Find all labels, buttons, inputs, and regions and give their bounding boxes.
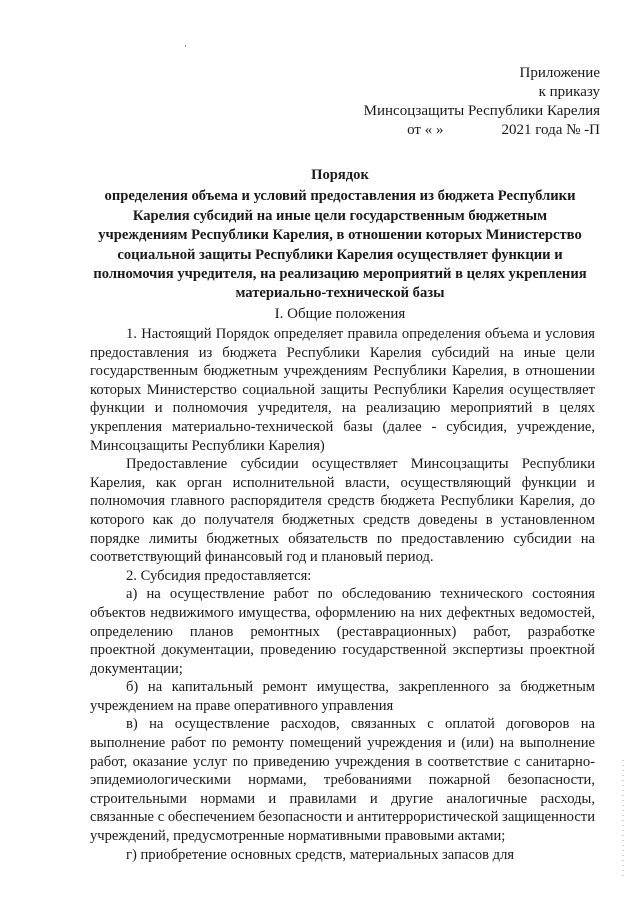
paragraph-2: Предоставление субсидии осуществляет Минсоцзащиты Республики Карелия, как орган исполнительной власти, осуществляющий функции и полномочия главного распорядителя средств бюджета Республики Карелия, до которого как до получателя бюджетных средств доведены в установленном порядке лимиты бюджетных обязательств по предоставлению субсидии на соответствующий финансовый год и плановый период. [90, 456, 595, 566]
order-date: от « » [407, 122, 444, 138]
appendix-line-2: к приказу [538, 84, 600, 100]
appendix-line-4 [300, 121, 600, 140]
paragraph-3: 2. Субсидия предоставляется: [126, 567, 312, 584]
paragraph-4: а) на осуществление работ по обследованию технического состояния объектов недвижимого имущества, оформлению на них дефектных ведомостей, определению планов ремонтных (реставрационных) работ, разработке проектной документации, проведению государственной экспертизы проектной документации; [90, 586, 595, 677]
appendix-line-1: Приложение [519, 65, 600, 81]
title-subtitle: определения объема и условий предоставления из бюджета Республики Карелия субсидий на иные цели государственным бюджетным учреждениям Республики Карелия, в отношении которых Министерство социальной защиты Республики Карелия осуществляет функции и полномочия учредителя, на реализацию мероприятий в целях укрепления материально-технической базы [93, 188, 587, 302]
document-body [90, 325, 595, 864]
title-heading: Порядок [311, 167, 369, 183]
scan-edge-marks [622, 760, 624, 880]
paragraph-6: в) на осуществление расходов, связанных с оплатой договоров на выполнение работ по ремонту помещений учреждения и (или) на выполнение работ, оказание услуг по приведению учреждения в соответствие с санитарно-эпидемиологическими нормами, требованиями пожарной безопасности, строительными нормами и правилами и другие аналогичные расходы, связанные с обеспечением безопасности и антитеррористической защищенности учреждений, предусмотренные нормативными правовыми актами; [90, 716, 595, 845]
paragraph-7: г) приобретение основных средств, материальных запасов для [126, 846, 515, 863]
paragraph-1: 1. Настоящий Порядок определяет правила определения объема и условия предоставления из бюджета Республики Карелия субсидий на иные цели государственным бюджетным учреждениям Республики Карелия, в отношении которых Министерство социальной защиты Республики Карелия осуществляет функции и полномочия учредителя, на реализацию мероприятий в целях укрепления материально-технической базы (далее - субсидия, учреждение, Минсоцзащиты Республики Карелия) [90, 326, 595, 454]
scan-mark [185, 45, 186, 47]
section-title: I. Общие положения [274, 306, 406, 322]
order-number: 2021 года № -П [501, 122, 600, 138]
paragraph-5: б) на капитальный ремонт имущества, закрепленного за бюджетным учреждением на праве оперативного управления [90, 679, 595, 714]
appendix-line-3: Минсоцзащиты Республики Карелия [363, 103, 600, 119]
document-title [90, 166, 590, 304]
appendix-header [300, 64, 600, 140]
